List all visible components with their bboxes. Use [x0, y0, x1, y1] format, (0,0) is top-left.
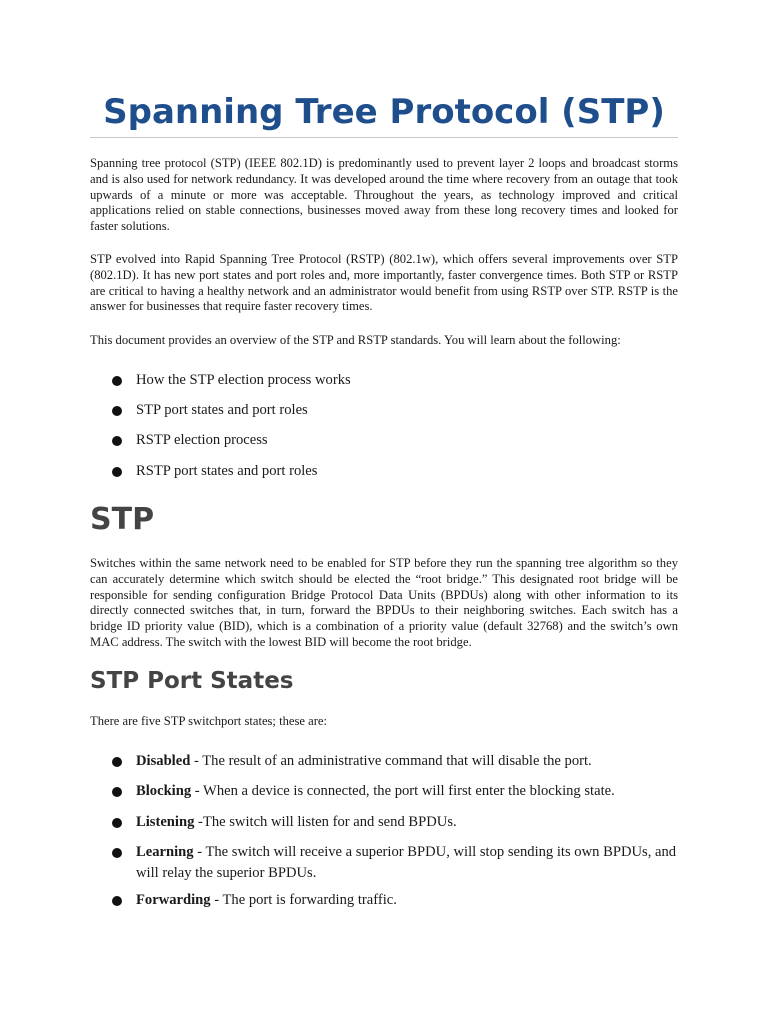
- intro-paragraph-3: This document provides an overview of the STP and RSTP standards. You will learn about the following:: [90, 333, 621, 347]
- section-heading-port-states: STP Port States: [90, 668, 294, 694]
- intro-paragraph-1: Spanning tree protocol (STP) (IEEE 802.1D) is predominantly used to prevent layer 2 loops and broadcast storms and is also used for network redundancy. It was developed around the time where recovery from an outage that took upwards of a minute or more was acceptable. Throughout the years, as technology improved and critical applications relied on stable connections, businesses moved away from these long recovery times and looked for faster solutions.: [90, 156, 678, 234]
- port-states-intro: There are five STP switchport states; these are:: [90, 714, 327, 728]
- list-item: [90, 751, 678, 772]
- port-state-description: -The switch will listen for and send BPDUs.: [194, 814, 457, 830]
- port-state-term: Listening: [136, 814, 195, 830]
- list-item: [90, 400, 678, 421]
- bullet-icon: [112, 818, 122, 828]
- bullet-icon: [112, 376, 122, 386]
- intro-paragraph-2: STP evolved into Rapid Spanning Tree Protocol (RSTP) (802.1w), which offers several improvements over STP (802.1D). It has new port states and port roles and, more importantly, faster convergence times. Both STP or RSTP are critical to having a healthy network and an administrator would benefit from using RSTP over STP. RSTP is the answer for businesses that require faster recovery times.: [90, 252, 678, 314]
- section-heading-stp: STP: [90, 502, 155, 537]
- stp-paragraph: Switches within the same network need to be enabled for STP before they run the spanning tree algorithm so they can accurately determine which switch should be elected the “root bridge.” This designated root bridge will be responsible for sending configuration Bridge Protocol Data Units (BPDUs) along with other information to its directly connected switches that, in turn, forward the BPDUs to their neighboring switches. Each switch has a bridge ID priority value (BID), which is a combination of a priority value (default 32768) and the switch’s own MAC address. The switch with the lowest BID will become the root bridge.: [90, 556, 678, 649]
- bullet-icon: [112, 787, 122, 797]
- document-title: Spanning Tree Protocol (STP): [103, 92, 665, 132]
- list-item-text: STP port states and port roles: [136, 402, 308, 418]
- list-item: [90, 812, 678, 833]
- port-state-term: Blocking: [136, 783, 192, 799]
- port-state-description: - When a device is connected, the port will first enter the blocking state.: [191, 783, 615, 799]
- list-item-text: How the STP election process works: [136, 372, 351, 388]
- list-item: [90, 781, 678, 802]
- bullet-icon: [112, 896, 122, 906]
- port-state-description: - The result of an administrative command that will disable the port.: [190, 753, 592, 769]
- list-item-text: RSTP port states and port roles: [136, 463, 318, 479]
- bullet-icon: [112, 406, 122, 416]
- list-item: [90, 370, 678, 391]
- bullet-icon: [112, 467, 122, 477]
- port-state-term: Forwarding: [136, 892, 211, 908]
- bullet-icon: [112, 436, 122, 446]
- port-state-term: Disabled: [136, 753, 191, 769]
- port-state-term: Learning: [136, 844, 194, 860]
- list-item-text: RSTP election process: [136, 432, 268, 448]
- list-item: [90, 461, 678, 482]
- list-item: [90, 842, 678, 884]
- list-item: [90, 890, 678, 911]
- title-underline: [90, 137, 678, 138]
- list-item: [90, 430, 678, 451]
- port-state-description: - The port is forwarding traffic.: [210, 892, 397, 908]
- bullet-icon: [112, 848, 122, 858]
- port-state-description: - The switch will receive a superior BPDU, will stop sending its own BPDUs, and will relay the superior BPDUs.: [136, 844, 677, 881]
- bullet-icon: [112, 757, 122, 767]
